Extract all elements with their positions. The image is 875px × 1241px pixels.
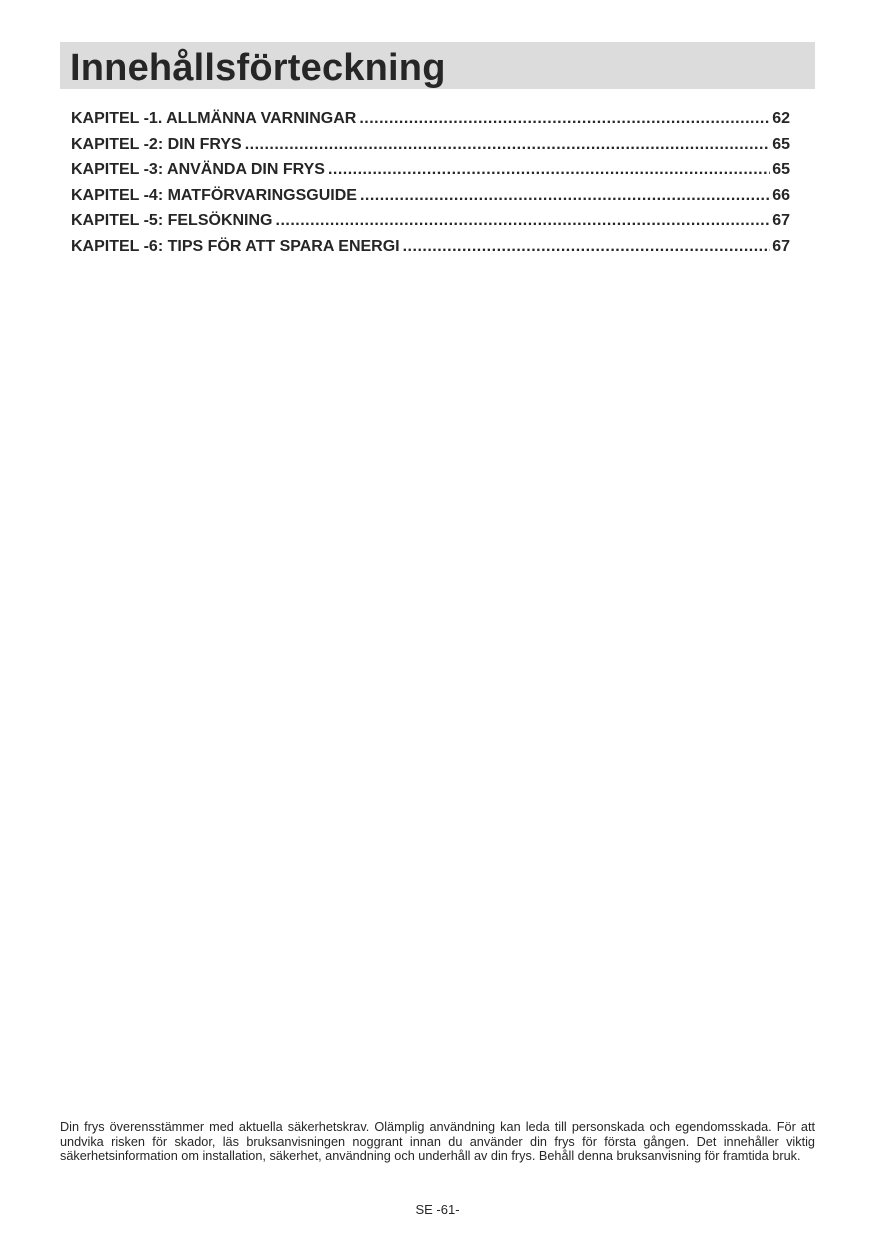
toc-entry[interactable] [71, 208, 790, 234]
toc-entry[interactable] [71, 157, 790, 183]
toc-entry-label: KAPITEL -1. ALLMÄNNA VARNINGAR [71, 110, 357, 127]
toc-entry-page: 62 [772, 110, 790, 127]
toc-leader-dots [360, 183, 770, 209]
page-title: Innehållsförteckning [70, 47, 446, 89]
page-number: SE -61- [415, 1202, 460, 1217]
safety-notice: Din frys överensstämmer med aktuella säkerhetskrav. Olämplig användning kan leda till personskada och egendomsskada. För att undvika risken för skador, läs bruksanvisningen noggrant innan du använder din frys för första gången. Det innehåller viktig säkerhetsinformation om installation, säkerhet, användning och underhåll av din frys. Behåll denna bruksanvisning för framtida bruk. [60, 1120, 815, 1163]
toc-leader-dots [328, 157, 770, 183]
toc-entry-label: KAPITEL -3: ANVÄNDA DIN FRYS [71, 161, 325, 179]
toc-leader-dots [245, 132, 771, 158]
toc-leader-dots [276, 208, 771, 234]
toc-entry-page: 65 [772, 161, 790, 179]
toc-entry[interactable] [71, 106, 790, 132]
toc-entry-page: 66 [772, 186, 790, 204]
toc-entry-label: KAPITEL -4: MATFÖRVARINGSGUIDE [71, 186, 357, 204]
toc-entry[interactable] [71, 183, 790, 209]
toc-entry-page: 67 [772, 237, 790, 255]
toc-leader-dots [359, 106, 770, 132]
toc-entry[interactable] [71, 234, 790, 260]
toc-entry-label: KAPITEL -5: FELSÖKNING [71, 212, 273, 230]
toc-entry-page: 67 [772, 212, 790, 230]
toc-entry-page: 65 [772, 135, 790, 153]
title-bar [60, 42, 815, 89]
toc-entry[interactable] [71, 132, 790, 158]
table-of-contents [71, 106, 790, 260]
toc-entry-label: KAPITEL -6: TIPS FÖR ATT SPARA ENERGI [71, 237, 400, 255]
toc-leader-dots [403, 234, 771, 260]
toc-entry-label: KAPITEL -2: DIN FRYS [71, 135, 242, 153]
